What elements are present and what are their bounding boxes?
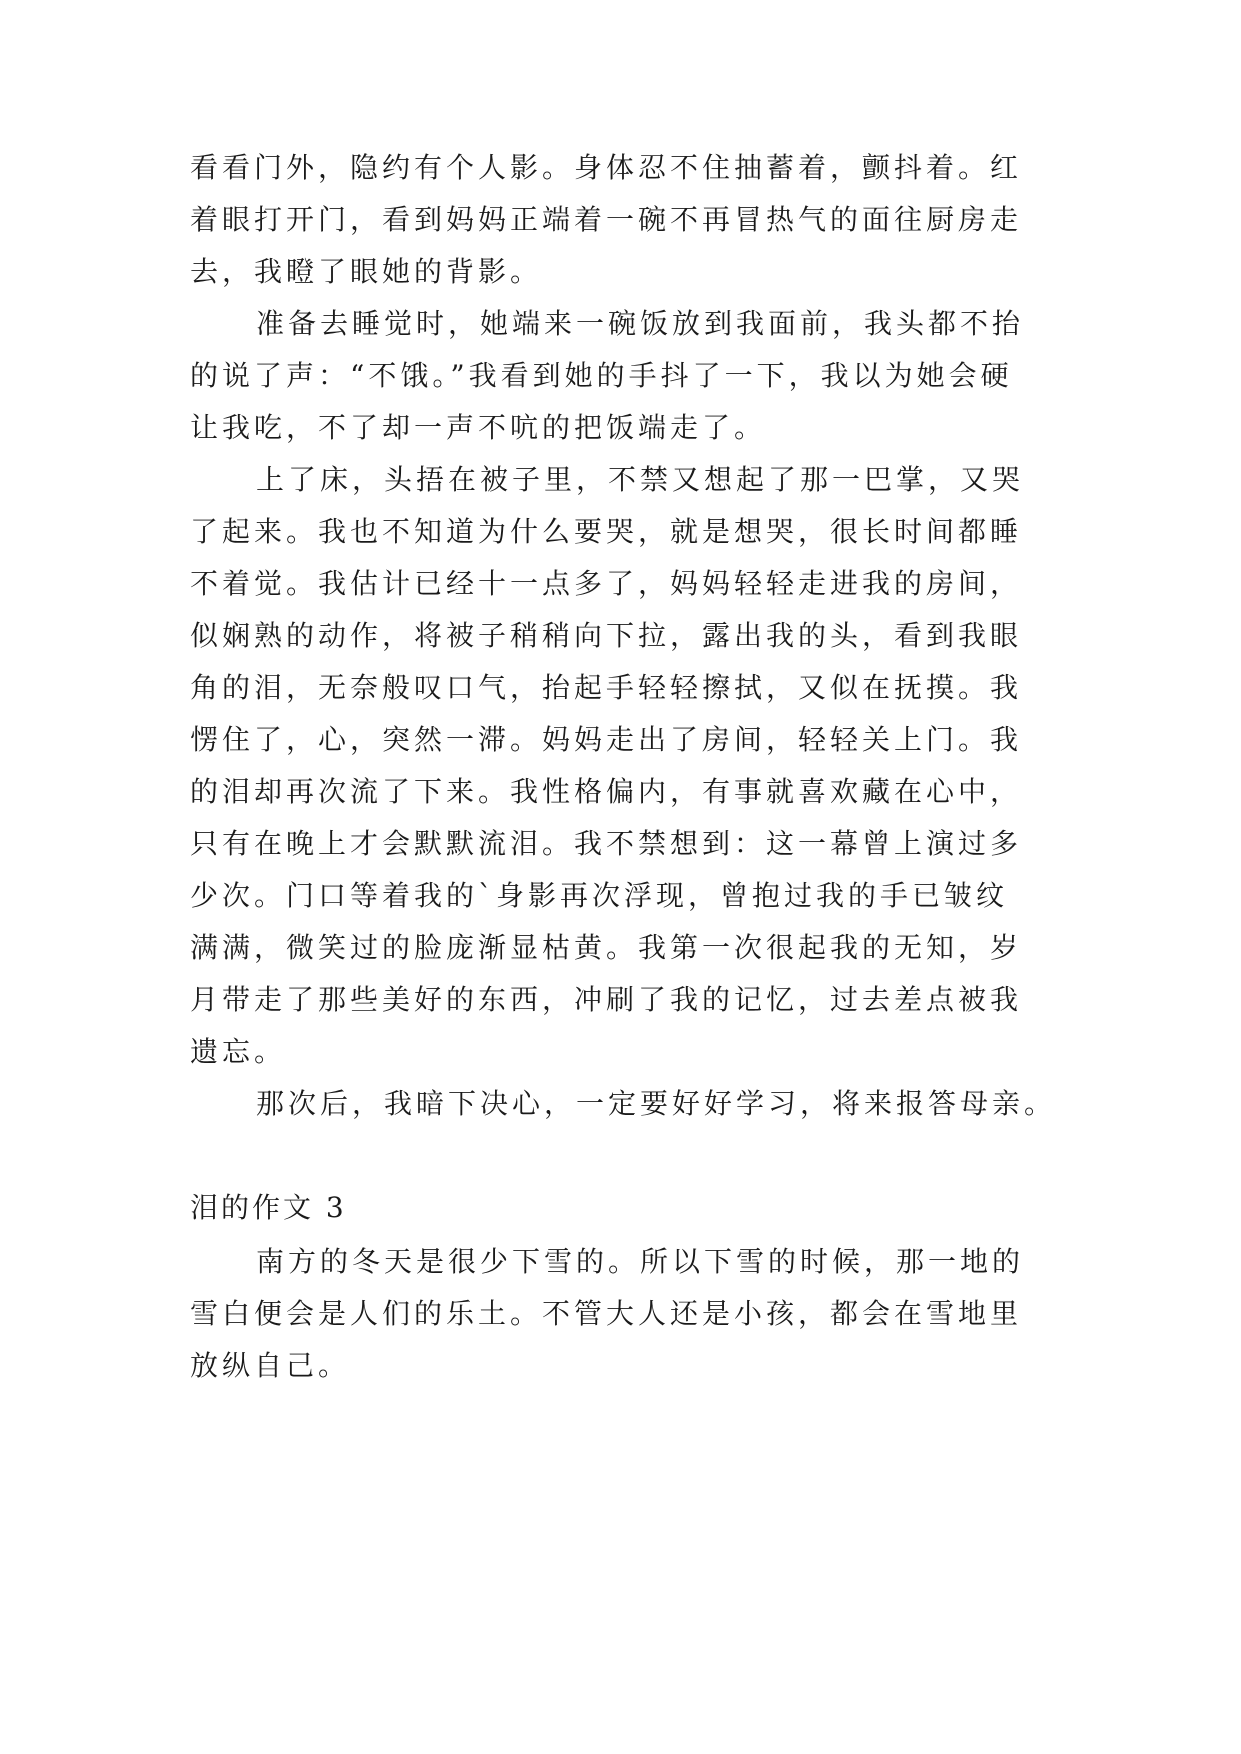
- text-line: 看看门外，隐约有个人影。身体忍不住抽蓄着，颤抖着。红: [190, 151, 1023, 184]
- text-line: 了起来。我也不知道为什么要哭，就是想哭，很长时间都睡: [190, 515, 1023, 548]
- text-line: 满满，微笑过的脸庞渐显枯黄。我第一次很起我的无知，岁: [190, 931, 1023, 964]
- section-heading: 泪的作文 3: [190, 1191, 347, 1224]
- text-line: 角的泪，无奈般叹口气，抬起手轻轻擦拭，又似在抚摸。我: [190, 671, 1023, 704]
- text-line: 雪白便会是人们的乐土。不管大人还是小孩，都会在雪地里: [190, 1297, 1023, 1330]
- text-line: 月带走了那些美好的东西，冲刷了我的记忆，过去差点被我: [190, 983, 1023, 1016]
- text-line: 那次后，我暗下决心，一定要好好学习，将来报答母亲。: [256, 1087, 1057, 1120]
- text-line: 上了床，头捂在被子里，不禁又想起了那一巴掌，又哭: [256, 463, 1025, 496]
- text-line: 去，我瞪了眼她的背影。: [190, 255, 543, 288]
- text-line: 只有在晚上才会默默流泪。我不禁想到：这一幕曾上演过多: [190, 827, 1023, 860]
- text-line: 的说了声：“不饿。”我看到她的手抖了一下，我以为她会硬: [190, 359, 1013, 392]
- text-line: 准备去睡觉时，她端来一碗饭放到我面前，我头都不抬: [256, 307, 1025, 340]
- text-line: 愣住了，心，突然一滞。妈妈走出了房间，轻轻关上门。我: [190, 723, 1023, 756]
- text-line: 不着觉。我估计已经十一点多了，妈妈轻轻走进我的房间，: [190, 567, 1023, 600]
- text-line: 少次。门口等着我的`身影再次浮现，曾抱过我的手已皱纹: [190, 879, 1009, 912]
- text-line: 让我吃，不了却一声不吭的把饭端走了。: [190, 411, 767, 444]
- text-line: 放纵自己。: [190, 1349, 351, 1382]
- text-line: 遗忘。: [190, 1035, 287, 1068]
- text-line: 的泪却再次流了下来。我性格偏内，有事就喜欢藏在心中，: [190, 775, 1023, 808]
- text-line: 似娴熟的动作，将被子稍稍向下拉，露出我的头，看到我眼: [190, 619, 1023, 652]
- text-line: 南方的冬天是很少下雪的。所以下雪的时候，那一地的: [256, 1245, 1025, 1278]
- text-line: 着眼打开门，看到妈妈正端着一碗不再冒热气的面往厨房走: [190, 203, 1023, 236]
